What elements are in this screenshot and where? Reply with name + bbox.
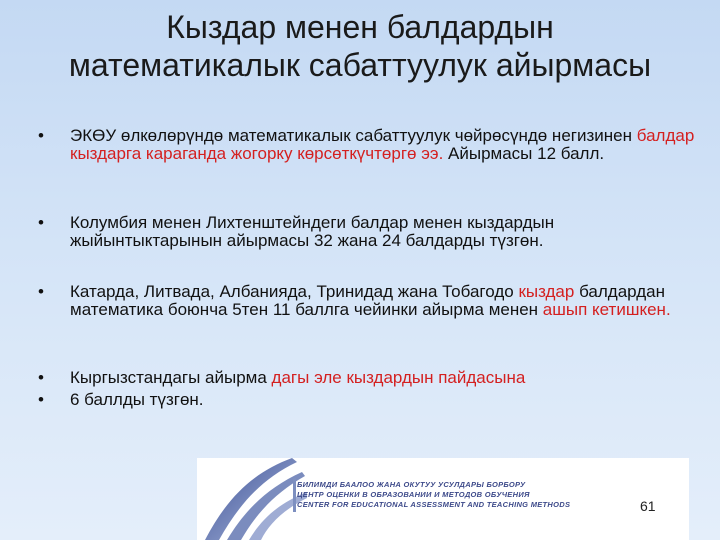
text-segment: Кыргызстандагы айырма: [70, 368, 272, 387]
text-segment: Колумбия менен Лихтенштейндеги балдар менен кыздардын жыйынтыктарынын айырмасы 32 жана 24 балдарды түзгөн.: [70, 213, 555, 250]
organization-logo: [197, 458, 689, 540]
highlighted-text: дагы эле кыздардын пайдасына: [271, 368, 526, 387]
logo-swoosh-icon: [197, 458, 307, 540]
text-segment: Айырмасы 12 балл.: [443, 144, 605, 163]
bullet-text: [70, 391, 698, 409]
highlighted-text: кыздар: [518, 282, 575, 301]
bullet-text: [70, 214, 698, 250]
bullet-marker: •: [38, 390, 44, 409]
logo-text-english: CENTER FOR EDUCATIONAL ASSESSMENT AND TEACHING METHODS: [297, 500, 571, 509]
logo-divider: [293, 478, 296, 512]
bullet-marker: •: [38, 282, 44, 301]
logo-text-russian: ЦЕНТР ОЦЕНКИ В ОБРАЗОВАНИИ И МЕТОДОВ ОБУЧЕНИЯ: [297, 490, 530, 499]
bullet-marker: •: [38, 126, 44, 145]
bullet-text: [70, 369, 698, 387]
text-segment: балдардан математика боюнча 5тен 11 баллга чейинки айырма менен: [70, 282, 665, 319]
bullet-text: [70, 283, 698, 319]
highlighted-text: ашып кетишкен.: [542, 300, 671, 319]
highlighted-text: балдар кыздарга караганда жогорку көрсөткүчтөргө ээ.: [70, 126, 695, 163]
text-segment: 6 баллды түзгөн.: [70, 390, 204, 409]
text-segment: Катарда, Литвада, Албанияда, Тринидад жана Тобагодо: [70, 282, 519, 301]
bullet-marker: •: [38, 368, 44, 387]
bullet-text: [70, 127, 698, 163]
slide-title: [0, 8, 720, 84]
text-segment: ЭКӨУ өлкөлөрүндө математикалык сабаттуулук чөйрөсүндө негизинен: [70, 126, 637, 145]
logo-text-kyrgyz: БИЛИМДИ БААЛОО ЖАНА ОКУТУУ УСУЛДАРЫ БОРБОРУ: [297, 480, 526, 489]
page-number: 61: [640, 498, 656, 514]
bullet-marker: •: [38, 213, 44, 232]
title-line-2: математикалык сабаттуулук айырмасы: [68, 47, 652, 83]
title-line-1: Кыздар менен балдардын: [166, 9, 554, 45]
